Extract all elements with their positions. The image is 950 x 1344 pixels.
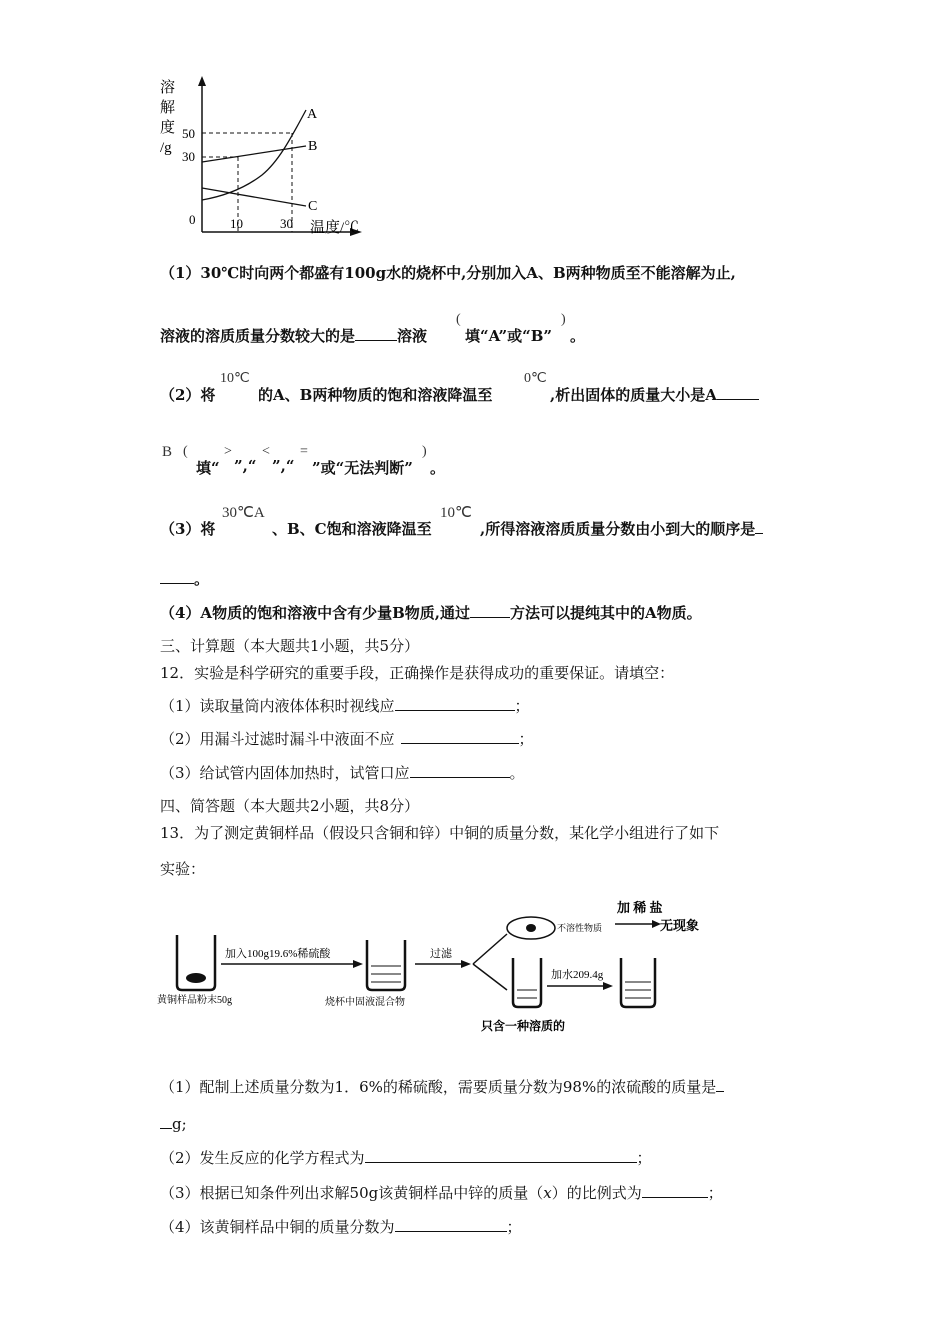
q12-p2-blank[interactable] (401, 729, 519, 744)
section4-heading: 四、简答题（本大题共2小题，共8分） (160, 797, 420, 815)
q11-p2-lt: < (262, 444, 270, 459)
q13-p1-blank-b[interactable] (160, 1114, 172, 1129)
graph-xtick-10: 10 (230, 216, 243, 231)
add-acid-label: 加入100g19.6%稀硫酸 (225, 948, 331, 960)
q11-p3-blank-a[interactable] (755, 519, 763, 534)
graph-xlabel: 温度/℃ (310, 220, 360, 236)
q13-p2-blank[interactable] (365, 1148, 637, 1163)
graph-curve-b (202, 146, 306, 162)
q11-p2-b: 的A、B两种物质的饱和溶液降温至 (258, 386, 493, 404)
q13-p1 (160, 1076, 724, 1097)
q11-p1-paren-close: ) (561, 312, 566, 327)
q13-p1-blank-a[interactable] (716, 1077, 724, 1092)
q11-p1-line2 (160, 325, 427, 346)
graph-curve-a (202, 110, 306, 200)
arrow-1-head (353, 960, 363, 968)
q13-p4 (160, 1216, 522, 1237)
sample-label: 黄铜样品粉末50g (157, 995, 232, 1006)
graph-label-c: C (308, 199, 318, 214)
q11-p3-sup1: 30℃A (222, 505, 265, 521)
q11-p2-fill4: ”或“无法判断” (312, 459, 413, 477)
q13-p3-blank[interactable] (642, 1183, 708, 1198)
q13-p3-b: ）的比例式为 (551, 1184, 642, 1202)
q11-p4 (160, 602, 702, 623)
q11-p2-eq: = (300, 444, 308, 459)
q13-stem-line2: 实验： (160, 860, 206, 878)
q12-p3-text: （3）给试管内固体加热时，试管口应 (160, 764, 410, 782)
q11-p3-line2 (160, 568, 209, 589)
graph-ylabel-1: 溶 (160, 80, 176, 96)
q11-p2-sup2: 0℃ (524, 371, 547, 386)
q11-p2-c (550, 384, 759, 405)
section3-heading: 三、计算题（本大题共1小题，共5分） (160, 637, 420, 655)
mixture-label: 烧杯中固液混合物 (325, 997, 405, 1008)
graph-label-b: B (308, 139, 318, 154)
q11-p1-text-a: 溶液的溶质质量分数较大的是 (160, 327, 356, 345)
q11-p3-c-text: ,所得溶液溶质质量分数由小到大的顺序是 (480, 520, 756, 538)
insoluble-label: 不溶性物质 (557, 923, 603, 933)
q12-p2-end: ； (518, 730, 534, 748)
graph-ylabel-3: 度 (160, 120, 176, 136)
insoluble-solid (526, 924, 536, 932)
q11-p2-line2-b: B (162, 444, 173, 460)
one-solute-label: 只含一种溶质的 (481, 1019, 566, 1033)
q11-p1-line1: （1）30℃时向两个都盛有100g水的烧杯中,分别加入A、B两种物质至不能溶解为止, (160, 264, 736, 282)
arrow-2-head (461, 960, 471, 968)
q13-p2-end: ； (636, 1149, 652, 1167)
q12-p1-text: （1）读取量筒内液体体积时视线应 (160, 697, 395, 715)
q13-p2 (160, 1147, 652, 1168)
q11-p4-a: （4）A物质的饱和溶液中含有少量B物质,通过 (160, 604, 470, 622)
solubility-graph (150, 70, 380, 245)
q13-p3 (160, 1182, 723, 1203)
q13-p3-x: x (543, 1184, 552, 1202)
graph-xtick-30: 30 (280, 216, 293, 231)
q11-p2-a: （2）将 (160, 386, 216, 404)
q12-p3-blank[interactable] (410, 763, 510, 778)
q11-p2-sup1: 10℃ (220, 371, 250, 386)
graph-ytick-30: 30 (182, 149, 195, 164)
q11-p2-c-text: ,析出固体的质量大小是A (550, 386, 717, 404)
q11-p2-gt: > (224, 444, 232, 459)
add-dilute-label: 加 稀 盐 (617, 900, 663, 915)
experiment-diagram (155, 890, 725, 1040)
q13-p3-end: ； (707, 1184, 723, 1202)
q12-p2 (160, 728, 534, 749)
arrow-4-head (603, 982, 613, 990)
q11-p3-end: 。 (194, 570, 210, 588)
q11-p1-text-b: 溶液 (397, 327, 428, 345)
q11-p2-fill3: ”,“ (272, 457, 295, 475)
q11-p2-blank[interactable] (717, 385, 759, 400)
q11-p1-blank[interactable] (355, 326, 397, 341)
q13-p1-line2 (160, 1114, 187, 1133)
beaker-3 (513, 958, 541, 1007)
graph-ylabel-4: /g (160, 140, 172, 156)
no-change-label: 无现象 (660, 918, 700, 933)
q11-p2-end: 。 (430, 459, 446, 477)
q12-p3 (160, 762, 525, 783)
q13-p4-end: ； (506, 1218, 522, 1236)
q12-p1-end: ； (514, 697, 530, 715)
q11-p1-paren-open: ( (456, 312, 461, 327)
q13-p4-blank[interactable] (395, 1217, 507, 1232)
q12-p3-end: 。 (509, 764, 525, 782)
filter-label: 过滤 (430, 948, 452, 960)
powder-sample (186, 973, 206, 983)
q13-p1-text: （1）配制上述质量分数为1．6%的稀硫酸，需要质量分数为98%的浓硫酸的质量是 (160, 1078, 717, 1096)
q12-p2-text: （2）用漏斗过滤时漏斗中液面不应 (160, 730, 395, 748)
q11-p2-fill2: ”,“ (234, 457, 257, 475)
q11-p2-fill1: 填“ (196, 459, 220, 477)
q11-p2-paren-open: ( (183, 444, 188, 459)
q12-stem: 12．实验是科学研究的重要手段，正确操作是获得成功的重要保证。请填空： (160, 664, 675, 682)
q11-p3-c (480, 518, 763, 539)
q11-p3-blank-b[interactable] (160, 569, 194, 584)
q13-p2-text: （2）发生反应的化学方程式为 (160, 1149, 365, 1167)
graph-ytick-50: 50 (182, 126, 195, 141)
q13-p3-text: （3）根据已知条件列出求解50g该黄铜样品中锌的质量（ (160, 1184, 544, 1202)
q13-p4-text: （4）该黄铜样品中铜的质量分数为 (160, 1218, 395, 1236)
q11-p3-a: （3）将 (160, 520, 216, 538)
q13-stem-line1: 13．为了测定黄铜样品（假设只含铜和锌）中铜的质量分数，某化学小组进行了如下 (160, 824, 720, 842)
q12-p1-blank[interactable] (395, 696, 515, 711)
q11-p3-sup2: 10℃ (440, 505, 472, 521)
add-water-label: 加水209.4g (551, 969, 604, 981)
branch-up (473, 934, 507, 964)
q11-p4-blank[interactable] (470, 603, 510, 618)
graph-origin: 0 (189, 212, 196, 227)
graph-label-a: A (307, 107, 318, 122)
q11-p1-hint: 填“A”或“B” (465, 327, 553, 345)
branch-down (473, 964, 507, 990)
q13-p1-unit: g; (172, 1115, 187, 1133)
q11-p4-b: 方法可以提纯其中的A物质。 (509, 604, 702, 622)
graph-ylabel-2: 解 (160, 100, 176, 116)
q12-p1 (160, 695, 530, 716)
q11-p1-end: 。 (570, 327, 586, 345)
q11-p2-paren-close: ) (422, 444, 427, 459)
q11-p3-b: 、B、C饱和溶液降温至 (272, 520, 432, 538)
graph-y-arrow (198, 76, 206, 86)
